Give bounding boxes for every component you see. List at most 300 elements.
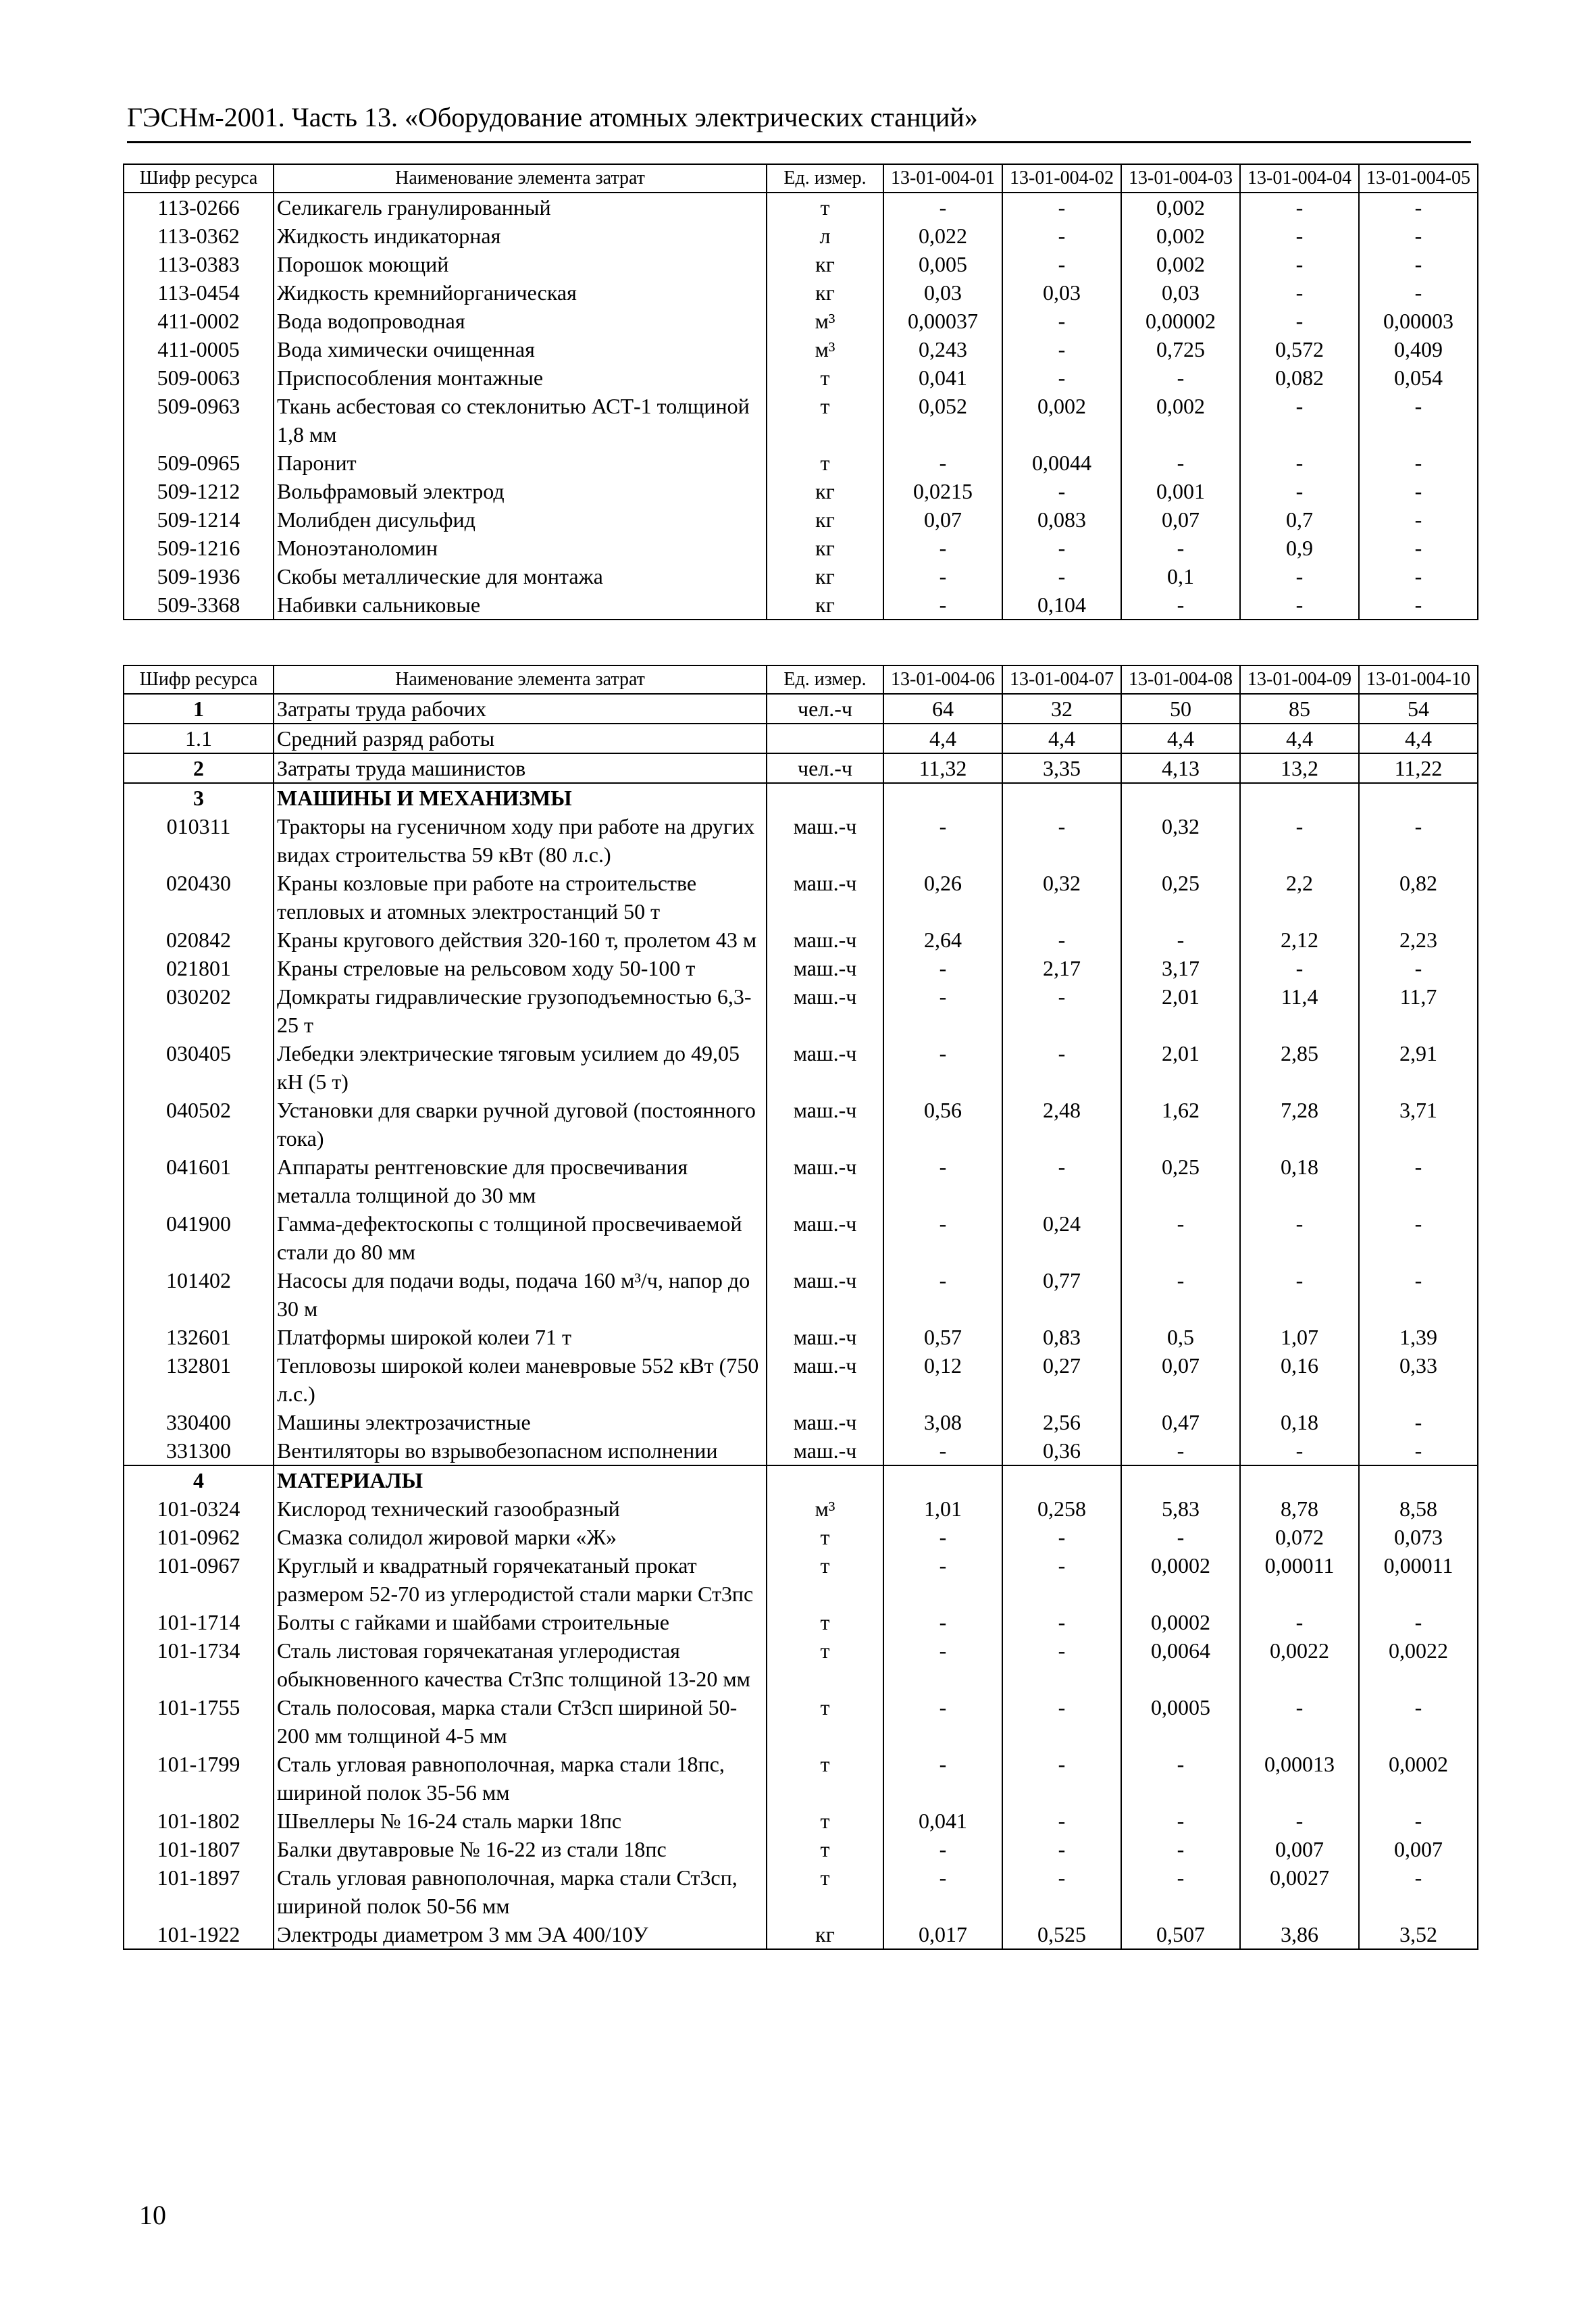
table-row — [124, 1436, 1478, 1465]
header-col: 13-01-004-09 — [1240, 665, 1359, 694]
cell-value: 0,0002 — [1359, 1750, 1478, 1807]
cell-value: 0,03 — [1002, 278, 1121, 307]
cell-value: - — [883, 1835, 1002, 1863]
table-row — [124, 926, 1478, 954]
cell-value: - — [1359, 449, 1478, 477]
header-col: 13-01-004-02 — [1002, 164, 1121, 193]
cell-value: 11,22 — [1359, 753, 1478, 783]
cell-value: 0,002 — [1121, 222, 1240, 250]
cell-unit: маш.-ч — [767, 869, 883, 926]
cell-value: 0,00013 — [1240, 1750, 1359, 1807]
cell-name: Вентиляторы во взрывобезопасном исполнении — [274, 1436, 767, 1465]
header-col: 13-01-004-08 — [1121, 665, 1240, 694]
cell-name: Средний разряд работы — [274, 724, 767, 753]
cell-value: - — [1240, 477, 1359, 505]
cell-value: - — [1240, 222, 1359, 250]
table-row — [124, 1920, 1478, 1949]
cell-value — [1121, 1465, 1240, 1494]
cell-unit: м³ — [767, 307, 883, 335]
cell-value: 0,77 — [1002, 1266, 1121, 1323]
table-row — [124, 562, 1478, 590]
header-unit: Ед. измер. — [767, 164, 883, 193]
cell-value: 2,17 — [1002, 954, 1121, 982]
cell-code: 509-1216 — [124, 534, 274, 562]
cell-value: 4,4 — [1121, 724, 1240, 753]
cell-value: 0,07 — [1121, 1351, 1240, 1408]
cell-unit: т — [767, 363, 883, 392]
cell-value — [1002, 1465, 1121, 1494]
cell-unit: кг — [767, 1920, 883, 1949]
cell-value: 2,12 — [1240, 926, 1359, 954]
cell-value: - — [1002, 363, 1121, 392]
table-row — [124, 534, 1478, 562]
cell-value: - — [1002, 1523, 1121, 1551]
table-row — [124, 335, 1478, 363]
cell-code: 101-1799 — [124, 1750, 274, 1807]
cell-value: - — [1240, 307, 1359, 335]
cell-value: 0,007 — [1359, 1835, 1478, 1863]
cell-name: Сталь угловая равнополочная, марка стали Ст3сп, шириной полок 50-56 мм — [274, 1863, 767, 1920]
cell-value: - — [1359, 1153, 1478, 1209]
cell-value: 0,001 — [1121, 477, 1240, 505]
cell-value: - — [1240, 1807, 1359, 1835]
header-col: 13-01-004-04 — [1240, 164, 1359, 193]
table-row — [124, 724, 1478, 753]
cell-name: Вода водопроводная — [274, 307, 767, 335]
cell-value: 0,33 — [1359, 1351, 1478, 1408]
table-header-row — [124, 665, 1478, 694]
cell-value: - — [883, 1636, 1002, 1693]
cell-value: - — [1359, 1863, 1478, 1920]
cell-name: Кислород технический газообразный — [274, 1494, 767, 1523]
cell-value: 0,83 — [1002, 1323, 1121, 1351]
cell-value: - — [883, 590, 1002, 620]
cell-value: 3,86 — [1240, 1920, 1359, 1949]
header-col: 13-01-004-05 — [1359, 164, 1478, 193]
cell-value: - — [1002, 335, 1121, 363]
cell-value: 0,0005 — [1121, 1693, 1240, 1750]
cell-unit: т — [767, 1750, 883, 1807]
cell-value: 64 — [883, 694, 1002, 724]
cell-value: 3,35 — [1002, 753, 1121, 783]
table-row — [124, 1608, 1478, 1636]
cell-code: 509-3368 — [124, 590, 274, 620]
cell-value: - — [1121, 1436, 1240, 1465]
cell-value: 0,007 — [1240, 1835, 1359, 1863]
cell-value: - — [1002, 222, 1121, 250]
cell-value: - — [1240, 278, 1359, 307]
cell-value: 0,32 — [1002, 869, 1121, 926]
cell-unit: маш.-ч — [767, 812, 883, 869]
cell-value: - — [883, 1863, 1002, 1920]
cell-value: - — [1121, 534, 1240, 562]
cell-value: - — [1359, 278, 1478, 307]
cell-name: Швеллеры № 16-24 сталь марки 18пс — [274, 1807, 767, 1835]
cell-unit: т — [767, 1636, 883, 1693]
cell-value: 0,022 — [883, 222, 1002, 250]
cell-value: 2,91 — [1359, 1039, 1478, 1096]
cell-code: 509-0965 — [124, 449, 274, 477]
cell-code: 101-1755 — [124, 1693, 274, 1750]
cell-name: Краны стреловые на рельсовом ходу 50-100 т — [274, 954, 767, 982]
cell-value: 0,18 — [1240, 1153, 1359, 1209]
cell-value: 2,23 — [1359, 926, 1478, 954]
table-header-row — [124, 164, 1478, 193]
cell-value: - — [1121, 449, 1240, 477]
cell-value: 0,03 — [883, 278, 1002, 307]
cell-value: - — [883, 1153, 1002, 1209]
cell-value: 0,0022 — [1240, 1636, 1359, 1693]
cell-value: 0,054 — [1359, 363, 1478, 392]
cell-value: 0,00011 — [1240, 1551, 1359, 1608]
table-row — [124, 1351, 1478, 1408]
table-row — [124, 505, 1478, 534]
cell-code: 132601 — [124, 1323, 274, 1351]
table-row — [124, 1693, 1478, 1750]
table-row — [124, 1807, 1478, 1835]
cell-value: 0,507 — [1121, 1920, 1240, 1949]
cell-name: Селикагель гранулированный — [274, 193, 767, 222]
cell-value: - — [1240, 1693, 1359, 1750]
table-row — [124, 590, 1478, 620]
cell-value — [1002, 783, 1121, 812]
cell-unit: кг — [767, 477, 883, 505]
cell-name: Сталь листовая горячекатаная углеродистая обыкновенного качества Ст3пс толщиной 13-20 мм — [274, 1636, 767, 1693]
cell-value: 0,0027 — [1240, 1863, 1359, 1920]
cell-value: 0,7 — [1240, 505, 1359, 534]
cell-value: - — [883, 1436, 1002, 1465]
cell-name: МАШИНЫ И МЕХАНИЗМЫ — [274, 783, 767, 812]
cell-value: - — [1002, 1608, 1121, 1636]
cell-value: - — [1240, 812, 1359, 869]
cell-value: - — [1121, 1750, 1240, 1807]
cell-name: Болты с гайками и шайбами строительные — [274, 1608, 767, 1636]
cell-unit: кг — [767, 534, 883, 562]
cell-value: 0,12 — [883, 1351, 1002, 1408]
cell-value: - — [883, 1523, 1002, 1551]
cell-value: - — [883, 1209, 1002, 1266]
cell-value: 4,4 — [1002, 724, 1121, 753]
cell-unit: чел.-ч — [767, 753, 883, 783]
cell-value: 0,005 — [883, 250, 1002, 278]
cell-value: - — [1002, 926, 1121, 954]
table-row — [124, 193, 1478, 222]
cell-name: МАТЕРИАЛЫ — [274, 1465, 767, 1494]
cell-value: 0,052 — [883, 392, 1002, 449]
cell-code: 132801 — [124, 1351, 274, 1408]
cell-value: 0,258 — [1002, 1494, 1121, 1523]
cell-value: 0,57 — [883, 1323, 1002, 1351]
cell-name: Насосы для подачи воды, подача 160 м³/ч, напор до 30 м — [274, 1266, 767, 1323]
cell-code: 020842 — [124, 926, 274, 954]
cell-unit: т — [767, 1523, 883, 1551]
cell-value: - — [1002, 1153, 1121, 1209]
header-col: 13-01-004-06 — [883, 665, 1002, 694]
table-row — [124, 1750, 1478, 1807]
cell-value: - — [883, 1750, 1002, 1807]
cell-unit — [767, 1465, 883, 1494]
cell-name: Порошок моющий — [274, 250, 767, 278]
cell-unit: т — [767, 392, 883, 449]
cell-value: - — [1121, 926, 1240, 954]
cell-unit: кг — [767, 505, 883, 534]
cell-unit: маш.-ч — [767, 982, 883, 1039]
header-unit: Ед. измер. — [767, 665, 883, 694]
cell-value: - — [1240, 562, 1359, 590]
cell-name: Паронит — [274, 449, 767, 477]
cell-value: - — [1240, 1436, 1359, 1465]
table-row — [124, 1636, 1478, 1693]
table-row — [124, 222, 1478, 250]
cell-value: 11,32 — [883, 753, 1002, 783]
cell-value: 11,4 — [1240, 982, 1359, 1039]
cell-code: 101-0324 — [124, 1494, 274, 1523]
cell-value: - — [1002, 1039, 1121, 1096]
cell-value: 0,083 — [1002, 505, 1121, 534]
table-row — [124, 1209, 1478, 1266]
cell-value: - — [1240, 1266, 1359, 1323]
cell-unit: маш.-ч — [767, 1323, 883, 1351]
cell-value — [1359, 1465, 1478, 1494]
cell-unit: кг — [767, 278, 883, 307]
cell-value: 50 — [1121, 694, 1240, 724]
cell-name: Моноэтаноломин — [274, 534, 767, 562]
cell-code: 1 — [124, 694, 274, 724]
cell-value: - — [1121, 1266, 1240, 1323]
cell-unit: маш.-ч — [767, 1266, 883, 1323]
cell-value — [1240, 1465, 1359, 1494]
cell-value: 2,48 — [1002, 1096, 1121, 1153]
cell-unit: т — [767, 193, 883, 222]
cell-code: 4 — [124, 1465, 274, 1494]
cell-unit: т — [767, 1807, 883, 1835]
cell-value: 0,104 — [1002, 590, 1121, 620]
cell-value: 3,17 — [1121, 954, 1240, 982]
table-row — [124, 1523, 1478, 1551]
cell-value — [883, 1465, 1002, 1494]
cell-code: 113-0383 — [124, 250, 274, 278]
cell-value: 0,07 — [883, 505, 1002, 534]
cell-value: 0,0002 — [1121, 1551, 1240, 1608]
cell-value: 0,32 — [1121, 812, 1240, 869]
cell-value: - — [1121, 590, 1240, 620]
cell-code: 101-1897 — [124, 1863, 274, 1920]
cell-value: - — [883, 534, 1002, 562]
cell-code: 411-0005 — [124, 335, 274, 363]
cell-value: - — [883, 449, 1002, 477]
cell-unit: маш.-ч — [767, 1096, 883, 1153]
cell-name: Платформы широкой колеи 71 т — [274, 1323, 767, 1351]
cell-code: 101402 — [124, 1266, 274, 1323]
cell-code: 509-1214 — [124, 505, 274, 534]
cell-value: - — [1359, 250, 1478, 278]
cell-value: 2,2 — [1240, 869, 1359, 926]
cell-name: Вольфрамовый электрод — [274, 477, 767, 505]
cell-value: 1,62 — [1121, 1096, 1240, 1153]
cell-value: 0,002 — [1002, 392, 1121, 449]
cell-unit — [767, 783, 883, 812]
cell-value: - — [883, 562, 1002, 590]
table-row — [124, 1835, 1478, 1863]
table-row — [124, 1096, 1478, 1153]
cell-value: 0,017 — [883, 1920, 1002, 1949]
cell-name: Сталь полосовая, марка стали Ст3сп шириной 50-200 мм толщиной 4-5 мм — [274, 1693, 767, 1750]
cell-code: 3 — [124, 783, 274, 812]
cell-value: - — [1121, 1209, 1240, 1266]
section-row — [124, 783, 1478, 812]
cell-code: 509-1212 — [124, 477, 274, 505]
page-header: ГЭСНм-2001. Часть 13. «Оборудование атомных электрических станций» — [127, 101, 1471, 143]
cell-value: 0,25 — [1121, 1153, 1240, 1209]
cell-value: 0,0022 — [1359, 1636, 1478, 1693]
cell-value: - — [1359, 1408, 1478, 1436]
cell-value: 4,4 — [1359, 724, 1478, 753]
cell-value: - — [1240, 193, 1359, 222]
header-name: Наименование элемента затрат — [274, 665, 767, 694]
cell-value: 0,0044 — [1002, 449, 1121, 477]
cell-name: Тепловозы широкой колеи маневровые 552 кВт (750 л.с.) — [274, 1351, 767, 1408]
cell-value: - — [1002, 982, 1121, 1039]
cell-value: 0,1 — [1121, 562, 1240, 590]
cell-value: 8,78 — [1240, 1494, 1359, 1523]
cell-value: 0,00037 — [883, 307, 1002, 335]
cell-value: 0,07 — [1121, 505, 1240, 534]
cell-value: 13,2 — [1240, 753, 1359, 783]
cell-name: Жидкость кремнийорганическая — [274, 278, 767, 307]
cell-value: - — [883, 193, 1002, 222]
cell-unit: м³ — [767, 1494, 883, 1523]
cell-code: 113-0362 — [124, 222, 274, 250]
cell-code: 509-1936 — [124, 562, 274, 590]
cell-code: 509-0063 — [124, 363, 274, 392]
cell-value: 0,18 — [1240, 1408, 1359, 1436]
cell-value: - — [1240, 1608, 1359, 1636]
cell-unit: маш.-ч — [767, 1351, 883, 1408]
cell-name: Скобы металлические для монтажа — [274, 562, 767, 590]
table-row — [124, 1863, 1478, 1920]
table-row — [124, 753, 1478, 783]
cell-value: - — [1121, 1835, 1240, 1863]
cell-value: 0,525 — [1002, 1920, 1121, 1949]
cell-unit: т — [767, 449, 883, 477]
cell-unit — [767, 724, 883, 753]
cell-value: 0,47 — [1121, 1408, 1240, 1436]
cell-code: 041900 — [124, 1209, 274, 1266]
cell-value: - — [1240, 590, 1359, 620]
cell-value: 0,002 — [1121, 250, 1240, 278]
cell-value: 2,64 — [883, 926, 1002, 954]
cell-name: Набивки сальниковые — [274, 590, 767, 620]
cell-value: - — [1359, 477, 1478, 505]
resource-table-1 — [123, 164, 1477, 620]
cell-name: Домкраты гидравлические грузоподъемностью 6,3-25 т — [274, 982, 767, 1039]
table-row — [124, 1494, 1478, 1523]
cell-name: Круглый и квадратный горячекатаный прокат размером 52-70 из углеродистой стали марки Ст3пс — [274, 1551, 767, 1608]
cell-value: 0,0215 — [883, 477, 1002, 505]
cell-value: 1,39 — [1359, 1323, 1478, 1351]
cell-code: 330400 — [124, 1408, 274, 1436]
cell-unit: т — [767, 1551, 883, 1608]
table-row — [124, 694, 1478, 724]
cell-value: 5,83 — [1121, 1494, 1240, 1523]
header-code: Шифр ресурса — [124, 164, 274, 193]
cell-value: 0,03 — [1121, 278, 1240, 307]
cell-value: 0,25 — [1121, 869, 1240, 926]
table-row — [124, 1039, 1478, 1096]
table-row — [124, 1551, 1478, 1608]
cell-value: - — [1359, 1266, 1478, 1323]
cell-value: 0,24 — [1002, 1209, 1121, 1266]
cell-code: 1.1 — [124, 724, 274, 753]
cell-name: Затраты труда рабочих — [274, 694, 767, 724]
cell-value: 1,07 — [1240, 1323, 1359, 1351]
cell-name: Приспособления монтажные — [274, 363, 767, 392]
cell-value: 4,4 — [1240, 724, 1359, 753]
cell-name: Тракторы на гусеничном ходу при работе на других видах строительства 59 кВт (80 л.с.) — [274, 812, 767, 869]
header-code: Шифр ресурса — [124, 665, 274, 694]
cell-value: - — [1240, 250, 1359, 278]
cell-value: - — [1002, 477, 1121, 505]
cell-value: 0,36 — [1002, 1436, 1121, 1465]
cell-value: 0,82 — [1359, 869, 1478, 926]
cell-code: 030202 — [124, 982, 274, 1039]
cell-value: 2,01 — [1121, 982, 1240, 1039]
cell-value: - — [1121, 1523, 1240, 1551]
section-row — [124, 1465, 1478, 1494]
cell-unit: маш.-ч — [767, 1408, 883, 1436]
cell-value: 0,409 — [1359, 335, 1478, 363]
table-row — [124, 1266, 1478, 1323]
cell-value: 85 — [1240, 694, 1359, 724]
cell-value: 7,28 — [1240, 1096, 1359, 1153]
cell-unit: маш.-ч — [767, 1153, 883, 1209]
cell-value: 0,082 — [1240, 363, 1359, 392]
cell-value: - — [1002, 250, 1121, 278]
cell-value: 3,08 — [883, 1408, 1002, 1436]
cell-value: - — [1240, 392, 1359, 449]
cell-value: 0,072 — [1240, 1523, 1359, 1551]
cell-value: - — [1002, 534, 1121, 562]
cell-value: - — [1121, 1863, 1240, 1920]
cell-value: 0,5 — [1121, 1323, 1240, 1351]
cell-value: - — [1359, 1608, 1478, 1636]
cell-value: 32 — [1002, 694, 1121, 724]
cell-value: - — [883, 1266, 1002, 1323]
cell-code: 101-1802 — [124, 1807, 274, 1835]
cell-value: - — [1359, 505, 1478, 534]
cell-value: 2,56 — [1002, 1408, 1121, 1436]
cell-value: - — [1359, 534, 1478, 562]
resource-table-2 — [123, 665, 1477, 1950]
cell-code: 411-0002 — [124, 307, 274, 335]
cell-value: - — [1002, 1636, 1121, 1693]
cell-code: 101-0967 — [124, 1551, 274, 1608]
table-row — [124, 449, 1478, 477]
cell-value: - — [1002, 307, 1121, 335]
cell-value — [1359, 783, 1478, 812]
cell-code: 113-0266 — [124, 193, 274, 222]
cell-value: - — [1002, 812, 1121, 869]
table-row — [124, 250, 1478, 278]
cell-value: 0,00011 — [1359, 1551, 1478, 1608]
cell-value: - — [883, 954, 1002, 982]
cell-value: - — [1002, 193, 1121, 222]
cell-value: - — [883, 1693, 1002, 1750]
cell-value: 4,13 — [1121, 753, 1240, 783]
cell-unit: маш.-ч — [767, 954, 883, 982]
cell-value: - — [883, 982, 1002, 1039]
cell-value: 3,71 — [1359, 1096, 1478, 1153]
